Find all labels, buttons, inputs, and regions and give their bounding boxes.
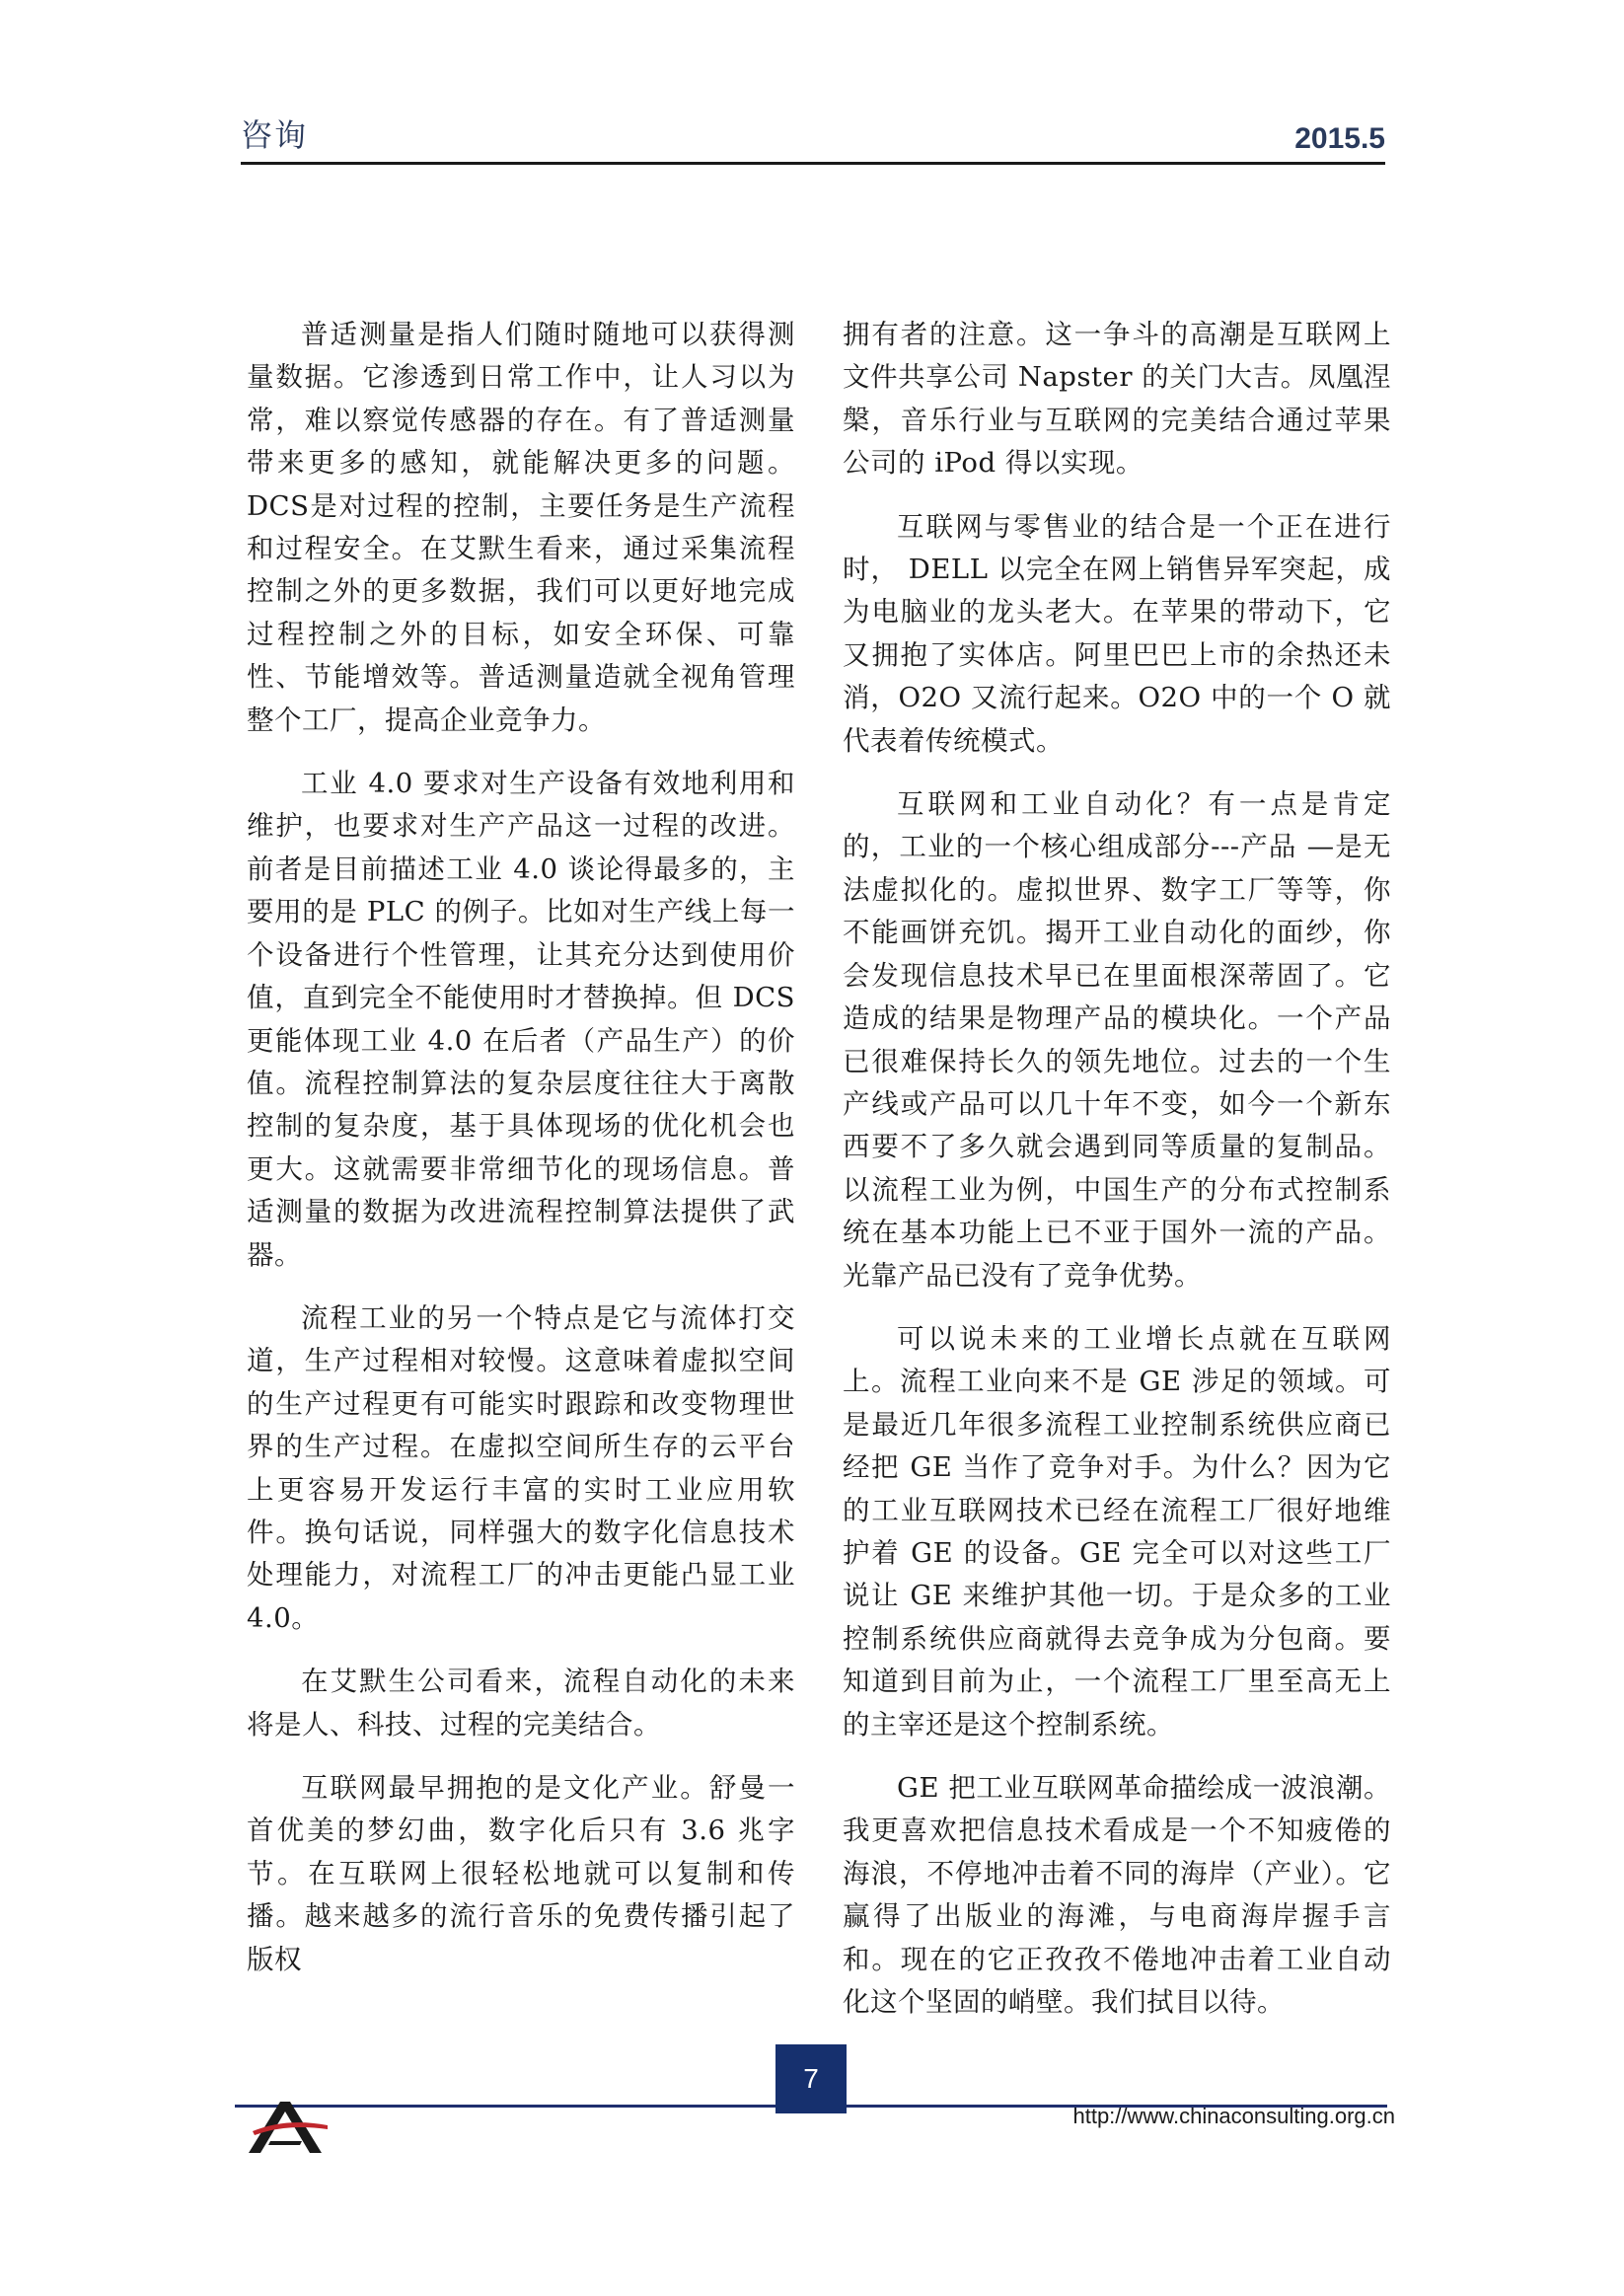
paragraph: 互联网与零售业的结合是一个正在进行时， DELL 以完全在网上销售异军突起，成为电脑业的龙头老大。在苹果的带动下，它又拥抱了实体店。阿里巴巴上市的余热还未消，O2O 又流行起来。O2O 中的一个 O 就代表着传统模式。 [843, 510, 1391, 757]
page-number: 7 [775, 2044, 847, 2113]
section-title: 咨询 [241, 116, 309, 154]
paragraph: 流程工业的另一个特点是它与流体打交道，生产过程相对较慢。这意味着虚拟空间的生产过程更有可能实时跟踪和改变物理世界的生产过程。在虚拟空间所生存的云平台上更容易开发运行丰富的实时工业应用软件。换句话说，同样强大的数字化信息技术处理能力，对流程工厂的冲击更能凸显工业 4.0。 [247, 1301, 795, 1634]
paragraph: 普适测量是指人们随时随地可以获得测量数据。它渗透到日常工作中，让人习以为常，难以察觉传感器的存在。有了普适测量带来更多的感知，就能解决更多的问题。DCS是对过程的控制，主要任务是生产流程和过程安全。在艾默生看来，通过采集流程控制之外的更多数据，我们可以更好地完成过程控制之外的目标，如安全环保、可靠性、节能增效等。普适测量造就全视角管理整个工厂，提高企业竞争力。 [247, 319, 795, 736]
paragraph: 可以说未来的工业增长点就在互联网上。流程工业向来不是 GE 涉足的领域。可是最近几年很多流程工业控制系统供应商已经把 GE 当作了竞争对手。为什么？因为它的工业互联网技术已经在流程工厂很好地维护着 GE 的设备。GE 完全可以对这些工厂说让 GE 来维护其他一切。于是众多的工业控制系统供应商就得去竞争成为分包商。要知道到目前为止，一个流程工厂里至高无上的主宰还是这个控制系统。 [843, 1322, 1391, 1741]
paragraph-continued: 拥有者的注意。这一争斗的高潮是互联网上文件共享公司 Napster 的关门大吉。凤凰涅槃，音乐行业与互联网的完美结合通过苹果公司的 iPod 得以实现。 [843, 319, 1391, 480]
left-column [247, 314, 795, 2002]
issue-date: 2015.5 [1294, 122, 1385, 155]
footer-url[interactable]: http://www.chinaconsulting.org.cn [1072, 2104, 1395, 2128]
paragraph: 互联网和工业自动化？有一点是肯定的，工业的一个核心组成部分---产品 —是无法虚拟化的。虚拟世界、数字工厂等等，你不能画饼充饥。揭开工业自动化的面纱，你会发现信息技术早已在里面根深蒂固了。它造成的结果是物理产品的模块化。一个产品已很难保持长久的领先地位。过去的一个生产线或产品可以几十年不变，如今一个新东西要不了多久就会遇到同等质量的复制品。以流程工业为例，中国生产的分布式控制系统在基本功能上已不亚于国外一流的产品。光靠产品已没有了竞争优势。 [843, 788, 1391, 1292]
page-header [241, 111, 1385, 165]
paragraph: GE 把工业互联网革命描绘成一波浪潮。我更喜欢把信息技术看成是一个不知疲倦的海浪，不停地冲击着不同的海岸（产业）。它赢得了出版业的海滩，与电商海岸握手言和。现在的它正孜孜不倦地冲击着工业自动化这个坚固的峭壁。我们拭目以待。 [843, 1772, 1391, 2019]
paragraph: 互联网最早拥抱的是文化产业。舒曼一首优美的梦幻曲，数字化后只有 3.6 兆字节。在互联网上很轻松地就可以复制和传播。越来越多的流行音乐的免费传播引起了版权 [247, 1772, 795, 1975]
logo-icon [245, 2096, 328, 2157]
paragraph: 在艾默生公司看来，流程自动化的未来将是人、科技、过程的完美结合。 [247, 1666, 795, 1741]
right-column [843, 314, 1391, 2044]
paragraph: 工业 4.0 要求对生产设备有效地利用和维护，也要求对生产产品这一过程的改进。前者是目前描述工业 4.0 谈论得最多的，主要用的是 PLC 的例子。比如对生产线上每一个设备进行个性管理，让其充分达到使用价值，直到完全不能使用时才替换掉。但 DCS 更能体现工业 4.0 在后者（产品生产）的价值。流程控制算法的复杂层度往往大于离散控制的复杂度，基于具体现场的优化机会也更大。这就需要非常细节化的现场信息。普适测量的数据为改进流程控制算法提供了武器。 [247, 768, 795, 1271]
